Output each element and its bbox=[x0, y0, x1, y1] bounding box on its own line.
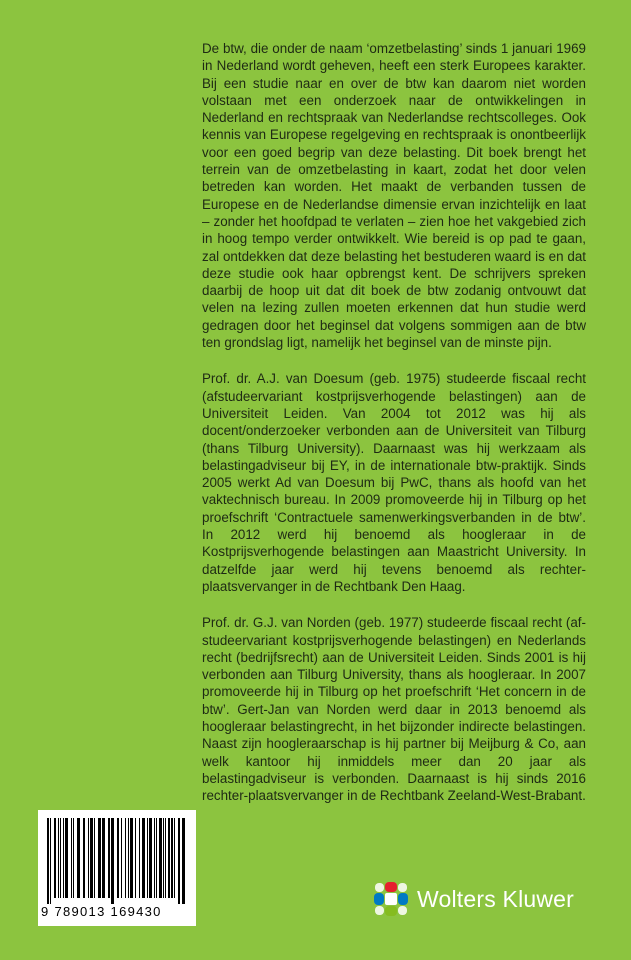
barcode-digits: 9 789013 169430 bbox=[41, 904, 162, 919]
barcode-bar bbox=[65, 818, 68, 898]
barcode-bar bbox=[174, 818, 175, 898]
author-bio-van-norden: Prof. dr. G.J. van Norden (geb. 1977) studeerde fiscaal recht (afstudeervariant kostprijsverhogende belastingen) en Nederlands recht (bedrijfsrecht) aan de Universiteit Leiden. Sinds 2001 is hij verbonden aan Tilburg University, thans als hoogleraar. In 2007 promoveerde hij in Tilburg op het proefschrift ‘Het concern in de btw’. Gert-Jan van Norden werd daar in 2013 benoemd als hoogleraar belastingrecht, in het bijzonder indirecte belastingen. Naast zijn hoogleraarschap is hij partner bij Meijburg & Co, aan welk kantoor hij inmiddels meer dan 20 jaar als belastingadviseur is verbonden. Daarnaast is hij sinds 2016 rechter-plaatsvervanger in de Rechtbank Zeeland-West-Brabant. bbox=[202, 615, 586, 804]
barcode-bar bbox=[71, 818, 72, 898]
barcode-bar bbox=[165, 818, 166, 898]
barcode-bar bbox=[156, 818, 157, 898]
barcode-bar bbox=[60, 818, 61, 898]
barcode-bar bbox=[83, 818, 85, 898]
barcode-bar bbox=[159, 818, 162, 898]
publisher-name: Wolters Kluwer bbox=[417, 885, 575, 912]
isbn-barcode bbox=[38, 810, 196, 926]
barcode-bar bbox=[77, 818, 80, 898]
barcode-bar bbox=[102, 818, 105, 898]
barcode-bar bbox=[98, 818, 101, 898]
barcode-bar bbox=[50, 818, 51, 904]
barcode-bar bbox=[121, 818, 122, 898]
back-cover-text bbox=[202, 40, 586, 823]
barcode-bar bbox=[149, 818, 152, 898]
barcode-bar bbox=[73, 818, 74, 898]
barcode-bar bbox=[171, 818, 173, 898]
barcode-bar bbox=[54, 818, 56, 898]
barcode-bar bbox=[88, 818, 89, 898]
barcode-bar bbox=[108, 818, 110, 898]
barcode-bar bbox=[117, 818, 119, 898]
barcode-bar bbox=[58, 818, 59, 898]
barcode-bar bbox=[178, 818, 180, 904]
wolters-kluwer-logo-icon bbox=[373, 881, 409, 917]
barcode-bar bbox=[142, 818, 145, 898]
publisher-logo bbox=[373, 874, 603, 924]
barcode-bar bbox=[63, 818, 64, 898]
barcode-bar bbox=[147, 818, 148, 898]
barcode-bar bbox=[125, 818, 126, 898]
barcode-bar bbox=[111, 818, 114, 904]
barcode-bar bbox=[135, 818, 136, 898]
book-description: De btw, die onder de naam ‘omzetbelasting’ sinds 1 januari 1969 in Nederland wordt geheven, heeft een sterk Europees karakter. Bij een studie naar en over de btw kan daarom niet worden volstaan met een onderzoek naar de ontwikkelingen in Nederland en rechtspraak van Nederlandse rechtscolleges. Ook kennis van Europese regelgeving en rechtspraak is onontbeerlijk voor een goed begrip van deze belasting. Dit boek brengt het terrein van de omzetbelasting in kaart, zodat het door velen betreden kan worden. Het maakt de verbanden tussen de Europese en de Nederlandse dimensie ervan inzichtelijk en laat – zonder het hoofdpad te verlaten – zien hoe het vakgebied zich in hoog tempo verder ontwikkelt. Wie bereid is op pad te gaan, zal ontdekken dat deze belasting het bestuderen waard is en dat deze studie ook haar opbrengst kent. De schrijvers spreken daarbij de hoop uit dat dit boek de btw zodanig ontvouwt dat velen na lezing zullen moeten erkennen dat hun studie werd gedragen door het beginsel dat volgens sommigen aan de btw ten grondslag ligt, namelijk het beginsel van de minste pijn. bbox=[202, 41, 586, 351]
barcode-bar bbox=[154, 818, 155, 898]
barcode-bar bbox=[168, 818, 170, 898]
barcode-bar bbox=[163, 818, 164, 898]
author-bio-van-doesum: Prof. dr. A.J. van Doesum (geb. 1975) studeerde fiscaal recht (afstudeervariant kostprijsverhogende belastingen) aan de Universiteit Leiden. Van 2004 tot 2012 was hij als docent/onderzoeker verbonden aan de Universiteit van Tilburg (thans Tilburg University). Daarnaast was hij werkzaam als belastingadviseur bij EY, in de internationale btw-praktijk. Sinds 2005 werkt Ad van Doesum bij PwC, thans als hoofd van het vaktechnisch bureau. In 2009 promoveerde hij in Tilburg op het proefschrift ‘Contractuele samenwerkingsverbanden in de btw’. In 2012 werd hij benoemd als hoogleraar in de Kostprijsverhogende belastingen aan Maastricht University. In datzelfde jaar werd hij tevens benoemd als rechter-plaatsvervanger in de Rechtbank Den Haag. bbox=[202, 371, 586, 594]
barcode-bar bbox=[47, 818, 49, 904]
barcode-bar bbox=[139, 818, 140, 898]
barcode-bar bbox=[94, 818, 95, 898]
barcode-bar bbox=[90, 818, 93, 898]
barcode-bar bbox=[182, 818, 185, 904]
barcode-bar bbox=[128, 818, 129, 898]
barcode-bars bbox=[47, 818, 187, 904]
barcode-bar bbox=[130, 818, 133, 898]
